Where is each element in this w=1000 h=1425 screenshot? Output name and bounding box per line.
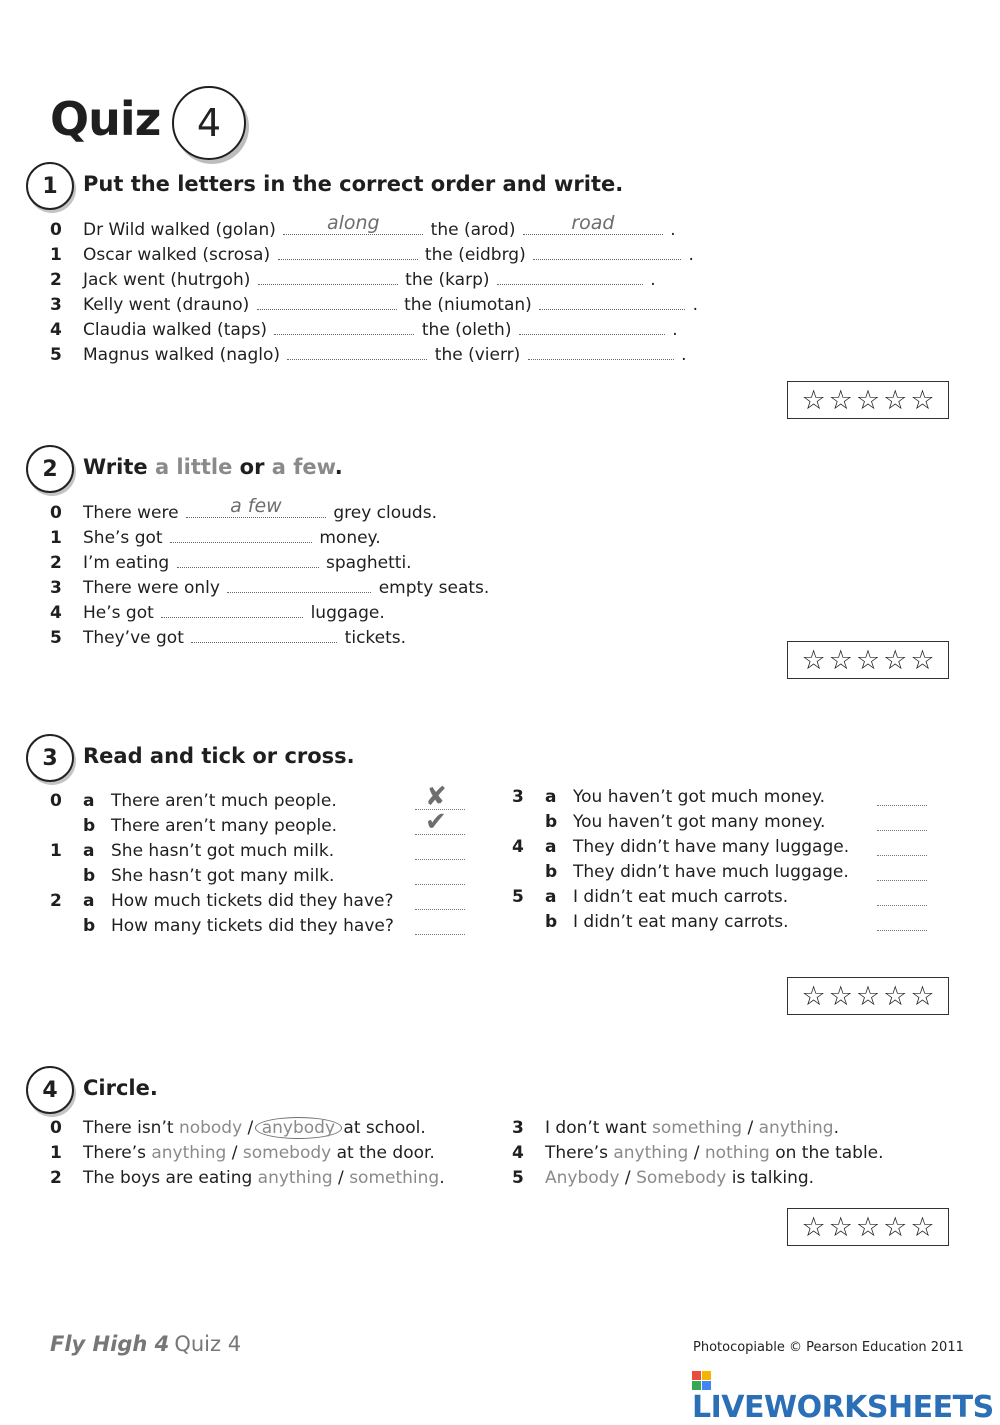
prompt-text: the (niumotan) — [398, 295, 538, 315]
option-separator: / — [226, 1143, 243, 1163]
sentence-text: I don’t want — [545, 1118, 653, 1138]
prompt-text: the (eidbrg) — [419, 245, 532, 265]
item-number: 5 — [50, 628, 62, 648]
option-word[interactable]: nobody — [178, 1118, 243, 1138]
title-pre: Write — [83, 455, 155, 479]
score-stars-3 — [787, 977, 949, 1015]
item-letter: b — [83, 866, 96, 886]
sentence-text: at the door. — [331, 1143, 435, 1163]
tick-cross-item — [512, 836, 849, 858]
option-separator: / — [688, 1143, 705, 1163]
item-letter: a — [545, 787, 557, 807]
statement-text: How many tickets did they have? — [111, 916, 394, 936]
circle-item — [512, 1142, 884, 1164]
sentence-end: . — [666, 320, 678, 340]
prompt-text: There were only — [83, 578, 226, 598]
tick-cross-answer-box[interactable] — [415, 868, 465, 885]
exercise-row — [50, 495, 437, 524]
section-2-title — [83, 455, 343, 479]
tick-cross-item — [50, 915, 394, 937]
item-number: 0 — [50, 791, 62, 811]
answer-blank[interactable] — [497, 270, 643, 285]
score-star-icon[interactable]: ☆ — [883, 644, 908, 676]
exercise-row — [50, 344, 687, 366]
statement-text: You haven’t got many money. — [573, 812, 826, 832]
answer-blank[interactable] — [283, 212, 423, 235]
prompt-text: the (karp) — [399, 270, 495, 290]
prompt-text: They’ve got — [83, 628, 190, 648]
tick-cross-item — [50, 815, 337, 837]
item-number: 3 — [512, 787, 524, 807]
score-star-icon[interactable]: ☆ — [883, 384, 908, 416]
answer-blank[interactable] — [191, 628, 337, 643]
liveworksheets-logo-icon — [692, 1371, 711, 1390]
item-number: 1 — [50, 528, 62, 548]
answer-blank[interactable] — [287, 345, 427, 360]
prompt-text: the (arod) — [425, 220, 521, 240]
score-star-icon[interactable]: ☆ — [828, 384, 853, 416]
tick-cross-answer-box[interactable] — [877, 864, 927, 881]
prompt-text: spaghetti. — [320, 553, 412, 573]
prompt-text: empty seats. — [373, 578, 490, 598]
item-letter: a — [83, 891, 95, 911]
title-end: . — [334, 455, 343, 479]
answer-blank[interactable] — [186, 495, 326, 518]
answer-blank[interactable] — [278, 245, 418, 260]
handwritten-answer: along — [326, 212, 380, 234]
exercise-row — [50, 627, 406, 649]
answer-blank[interactable] — [519, 320, 665, 335]
item-number: 0 — [50, 1118, 62, 1138]
score-stars-4 — [787, 1208, 949, 1246]
tick-cross-answer-box[interactable] — [415, 807, 465, 837]
sentence-text: The boys are eating — [83, 1168, 258, 1188]
item-number: 5 — [50, 345, 62, 365]
item-letter: a — [83, 791, 95, 811]
footer-copyright: Photocopiable © Pearson Education 2011 — [693, 1340, 964, 1355]
quiz-title: Quiz — [50, 92, 161, 146]
tick-cross-item — [50, 890, 394, 912]
answer-blank[interactable] — [528, 345, 674, 360]
option-word[interactable]: something — [652, 1118, 743, 1138]
item-number: 4 — [512, 837, 524, 857]
item-letter: a — [83, 841, 95, 861]
item-number: 2 — [50, 891, 62, 911]
item-number: 1 — [50, 841, 62, 861]
score-star-icon[interactable]: ☆ — [801, 644, 826, 676]
answer-blank[interactable] — [274, 320, 414, 335]
prompt-text: There were — [83, 503, 184, 523]
item-letter: b — [83, 916, 96, 936]
section-1-title: Put the letters in the correct order and write. — [83, 172, 624, 196]
item-letter: b — [83, 816, 96, 836]
option-word[interactable]: Anybody — [545, 1168, 620, 1188]
tick-cross-item — [512, 911, 789, 933]
score-star-icon[interactable]: ☆ — [801, 384, 826, 416]
answer-blank[interactable] — [258, 270, 398, 285]
statement-text: They didn’t have many luggage. — [573, 837, 850, 857]
tick-cross-answer-box[interactable] — [877, 814, 927, 831]
tick-cross-answer-box[interactable] — [877, 914, 927, 931]
tick-cross-item — [50, 790, 337, 812]
tick-cross-item — [512, 786, 825, 808]
prompt-text: Kelly went (drauno) — [83, 295, 255, 315]
prompt-text: the (oleth) — [416, 320, 517, 340]
score-star-icon[interactable]: ☆ — [801, 1211, 826, 1243]
prompt-text: Claudia walked (taps) — [83, 320, 273, 340]
option-word[interactable]: something — [349, 1168, 440, 1188]
exercise-row — [50, 212, 676, 241]
prompt-text: grey clouds. — [327, 503, 437, 523]
option-word[interactable]: anything — [613, 1143, 689, 1163]
title-option-a-few: a few — [271, 455, 335, 479]
footer-brand: Fly High 4 — [50, 1332, 170, 1356]
sentence-text: . — [833, 1118, 839, 1138]
option-separator: / — [242, 1118, 259, 1138]
section-3-title: Read and tick or cross. — [83, 744, 355, 768]
circle-item — [50, 1117, 426, 1139]
statement-text: There aren’t many people. — [111, 816, 338, 836]
sentence-text: on the table. — [769, 1143, 884, 1163]
tick-mark-icon: ✔ — [425, 807, 447, 837]
statement-text: I didn’t eat much carrots. — [573, 887, 789, 907]
exercise-row — [50, 602, 385, 624]
item-letter: a — [545, 837, 557, 857]
statement-text: You haven’t got much money. — [573, 787, 826, 807]
statement-text: How much tickets did they have? — [111, 891, 394, 911]
section-3-number: 3 — [26, 734, 74, 782]
tick-cross-item — [512, 811, 825, 833]
sentence-end: . — [664, 220, 676, 240]
prompt-text: money. — [313, 528, 381, 548]
score-star-icon[interactable]: ☆ — [910, 384, 935, 416]
exercise-row — [50, 527, 381, 549]
score-star-icon[interactable]: ☆ — [855, 644, 881, 676]
item-number: 4 — [50, 603, 62, 623]
option-separator: / — [332, 1168, 350, 1188]
item-number: 0 — [50, 503, 62, 523]
sentence-end: . — [683, 245, 694, 265]
circle-item — [50, 1167, 445, 1189]
sentence-text: . — [439, 1168, 445, 1188]
score-star-icon[interactable]: ☆ — [910, 980, 935, 1012]
item-letter: b — [545, 912, 558, 932]
tick-cross-item — [50, 840, 334, 862]
statement-text: She hasn’t got much milk. — [111, 841, 335, 861]
sentence-text: There’s — [83, 1143, 152, 1163]
score-star-icon[interactable]: ☆ — [910, 644, 935, 676]
prompt-text: I’m eating — [83, 553, 175, 573]
score-star-icon[interactable]: ☆ — [855, 980, 881, 1012]
title-option-a-little: a little — [154, 455, 233, 479]
item-number: 5 — [512, 1168, 524, 1188]
tick-cross-answer-box[interactable] — [415, 893, 465, 910]
sentence-text: is talking. — [726, 1168, 815, 1188]
item-number: 2 — [50, 553, 62, 573]
option-word[interactable]: anything — [758, 1118, 834, 1138]
answer-blank[interactable] — [539, 295, 685, 310]
quiz-number-circle: 4 — [172, 86, 246, 160]
option-word[interactable]: anything — [257, 1168, 333, 1188]
option-word[interactable]: nothing — [704, 1143, 770, 1163]
answer-blank[interactable] — [533, 245, 681, 260]
section-1-number: 1 — [26, 162, 74, 210]
score-star-icon[interactable]: ☆ — [828, 980, 853, 1012]
item-letter: b — [545, 812, 558, 832]
item-number: 0 — [50, 220, 62, 240]
option-word[interactable]: somebody — [242, 1143, 332, 1163]
item-number: 3 — [50, 578, 62, 598]
prompt-text: Dr Wild walked (golan) — [83, 220, 282, 240]
prompt-text: luggage. — [305, 603, 385, 623]
footer-quiz: Quiz 4 — [174, 1332, 242, 1356]
tick-cross-answer-box[interactable] — [415, 843, 465, 860]
score-stars-2 — [787, 641, 949, 679]
item-number: 4 — [512, 1143, 524, 1163]
score-star-icon[interactable]: ☆ — [828, 644, 853, 676]
sentence-end: . — [687, 295, 698, 315]
prompt-text: Jack went (hutrgoh) — [83, 270, 256, 290]
tick-cross-answer-box[interactable] — [877, 839, 927, 856]
statement-text: They didn’t have much luggage. — [573, 862, 849, 882]
sentence-text: There’s — [545, 1143, 614, 1163]
item-number: 2 — [50, 270, 62, 290]
score-star-icon[interactable]: ☆ — [828, 1211, 853, 1243]
answer-blank[interactable] — [177, 553, 319, 568]
item-number: 1 — [50, 245, 62, 265]
score-star-icon[interactable]: ☆ — [883, 1211, 908, 1243]
score-star-icon[interactable]: ☆ — [801, 980, 826, 1012]
tick-cross-item — [50, 865, 334, 887]
prompt-text: Oscar walked (scrosa) — [83, 245, 276, 265]
prompt-text: tickets. — [339, 628, 407, 648]
item-number: 3 — [50, 295, 62, 315]
answer-blank[interactable] — [257, 295, 397, 310]
statement-text: She hasn’t got many milk. — [111, 866, 335, 886]
prompt-text: She’s got — [83, 528, 168, 548]
tick-cross-answer-box[interactable] — [877, 789, 927, 806]
score-star-icon[interactable]: ☆ — [855, 384, 881, 416]
item-number: 5 — [512, 887, 524, 907]
tick-cross-answer-box[interactable] — [877, 889, 927, 906]
exercise-row — [50, 269, 656, 291]
statement-text: There aren’t much people. — [111, 791, 337, 811]
option-separator: / — [742, 1118, 759, 1138]
answer-blank[interactable] — [227, 578, 371, 593]
option-separator: / — [619, 1168, 637, 1188]
exercise-row — [50, 294, 698, 316]
score-star-icon[interactable]: ☆ — [883, 980, 908, 1012]
answer-blank[interactable] — [170, 528, 312, 543]
item-number: 1 — [50, 1143, 62, 1163]
score-star-icon[interactable]: ☆ — [910, 1211, 935, 1243]
prompt-text: the (vierr) — [429, 345, 526, 365]
sentence-text: There isn’t — [83, 1118, 179, 1138]
handwritten-answer: road — [571, 212, 615, 234]
prompt-text: He’s got — [83, 603, 160, 623]
tick-cross-answer-box[interactable] — [415, 918, 465, 935]
option-word[interactable]: anybody — [255, 1117, 342, 1139]
circle-item — [512, 1167, 814, 1189]
exercise-row — [50, 577, 489, 599]
item-letter: a — [545, 887, 557, 907]
item-number: 4 — [50, 320, 62, 340]
sentence-end: . — [644, 270, 656, 290]
section-4-number: 4 — [26, 1066, 74, 1114]
item-number: 2 — [50, 1168, 62, 1188]
section-4-title: Circle. — [83, 1076, 158, 1100]
score-stars-1 — [787, 381, 949, 419]
cross-mark-icon: ✘ — [425, 782, 447, 812]
answer-blank[interactable] — [161, 603, 303, 618]
tick-cross-item — [512, 861, 849, 883]
section-2-number: 2 — [26, 445, 74, 493]
item-letter: b — [545, 862, 558, 882]
sentence-end: . — [675, 345, 687, 365]
tick-cross-item — [512, 886, 788, 908]
exercise-row — [50, 552, 412, 574]
option-word[interactable]: Somebody — [636, 1168, 727, 1188]
handwritten-answer: a few — [230, 495, 282, 517]
liveworksheets-watermark[interactable] — [692, 1370, 1000, 1425]
statement-text: I didn’t eat many carrots. — [573, 912, 789, 932]
prompt-text: Magnus walked (naglo) — [83, 345, 286, 365]
exercise-row — [50, 319, 678, 341]
footer-brand-line — [50, 1332, 241, 1356]
item-number: 3 — [512, 1118, 524, 1138]
score-star-icon[interactable]: ☆ — [855, 1211, 881, 1243]
answer-blank[interactable] — [523, 212, 663, 235]
sentence-text: at school. — [338, 1118, 426, 1138]
circle-item — [512, 1117, 839, 1139]
liveworksheets-text: LIVEWORKSHEETS — [692, 1390, 994, 1425]
option-word[interactable]: anything — [151, 1143, 227, 1163]
exercise-row — [50, 244, 694, 266]
title-mid: or — [232, 455, 272, 479]
circle-item — [50, 1142, 435, 1164]
